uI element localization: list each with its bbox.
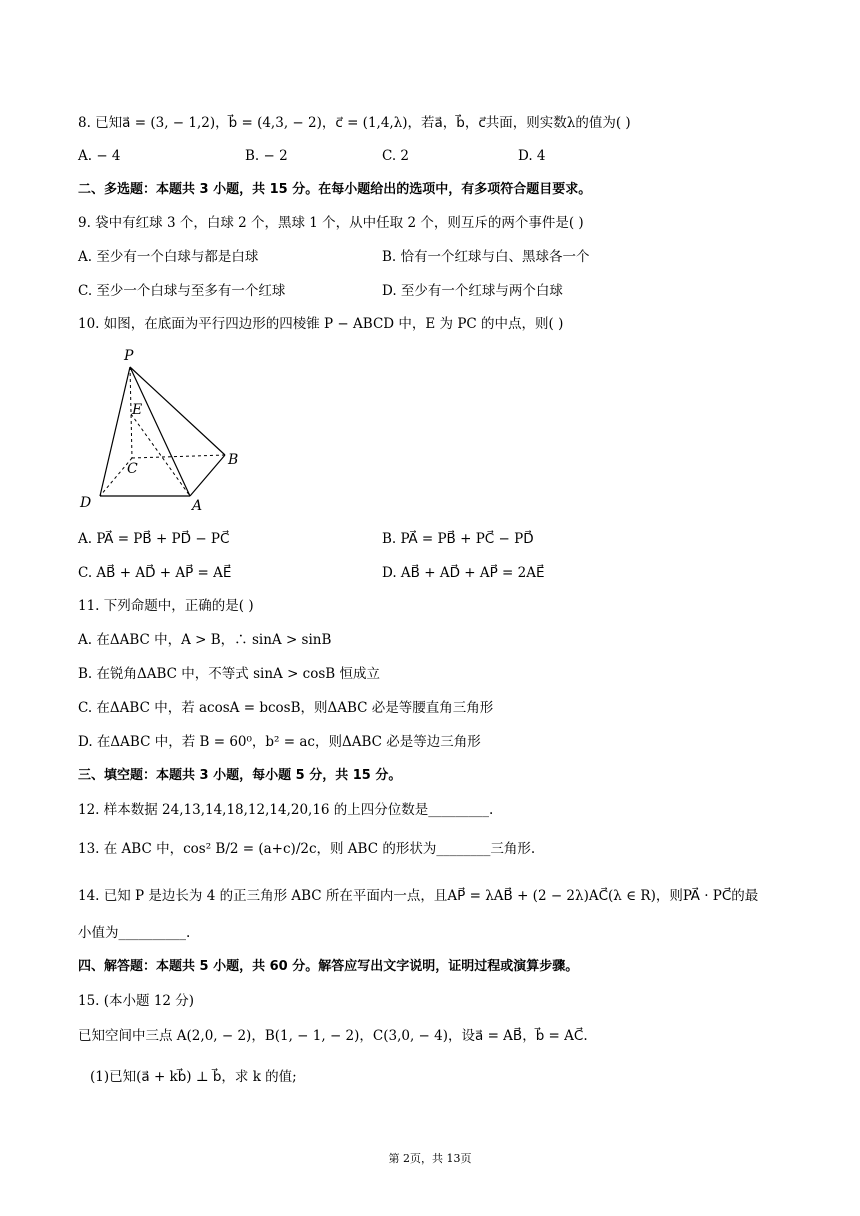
q9-option-b: B. 恰有一个红球与白、黑球各一个 (382, 249, 590, 265)
q14-stem-line2: 小值为__________. (78, 925, 191, 941)
section-heading-solutions: 四、解答题：本题共 5 小题，共 60 分。解答应写出文字说明，证明过程或演算步骤。 (78, 959, 579, 974)
q11-option-d: D. 在ΔABC 中，若 B = 60⁰，b² = ac，则ΔABC 必是等边三角形 (78, 734, 481, 750)
q11-stem: 11. 下列命题中，正确的是( ) (78, 598, 254, 614)
q15-part1: (1)已知(a⃗ + kb⃗) ⊥ b⃗，求 k 的值; (90, 1069, 297, 1085)
q9-option-a: A. 至少有一个白球与都是白球 (78, 249, 259, 265)
q10-stem: 10. 如图，在底面为平行四边形的四棱锥 P − ABCD 中，E 为 PC 的中点，则( ) (78, 316, 564, 332)
q15-header: 15. (本小题 12 分) (78, 993, 195, 1009)
pyramid-figure (72, 342, 252, 512)
section-heading-multiple-choice: 二、多选题：本题共 3 小题，共 15 分。在每小题给出的选项中，有多项符合题目要求。 (78, 182, 592, 197)
q9-option-c: C. 至少一个白球与至多有一个红球 (78, 283, 286, 299)
label-p: P (124, 348, 134, 364)
q9-stem: 9. 袋中有红球 3 个，白球 2 个，黑球 1 个，从中任取 2 个，则互斥的两个事件是( ) (78, 215, 584, 231)
label-b: B (228, 452, 239, 468)
page-footer: 第 2页，共 13页 (388, 1152, 472, 1165)
q8-option-c: C. 2 (382, 148, 410, 164)
q8-option-b: B. − 2 (245, 148, 288, 164)
label-c: C (127, 461, 138, 477)
q12-stem: 12. 样本数据 24,13,14,18,12,14,20,16 的上四分位数是_________. (78, 802, 494, 818)
q11-option-a: A. 在ΔABC 中，A > B，∴ sinA > sinB (78, 632, 332, 648)
q8-option-a: A. − 4 (78, 148, 121, 164)
q9-option-d: D. 至少有一个红球与两个白球 (382, 283, 563, 299)
q8-option-d: D. 4 (518, 148, 546, 164)
label-a: A (192, 498, 203, 512)
q10-option-c: C. AB⃗ + AD⃗ + AP⃗ = AE⃗ (78, 565, 232, 581)
q10-option-b: B. PA⃗ = PB⃗ + PC⃗ − PD⃗ (382, 531, 534, 547)
q14-stem-line1: 14. 已知 P 是边长为 4 的正三角形 ABC 所在平面内一点，且AP⃗ = λAB⃗ + (2 − 2λ)AC⃗(λ ∈ R)，则PA⃗ · PC⃗的最 (78, 888, 759, 904)
section-heading-fill-in: 三、填空题：本题共 3 小题，每小题 5 分，共 15 分。 (78, 768, 402, 783)
q10-option-d: D. AB⃗ + AD⃗ + AP⃗ = 2AE⃗ (382, 565, 545, 581)
q13-stem: 13. 在 ABC 中，cos² B/2 = (a+c)/2c，则 ABC 的形状为________三角形. (78, 841, 536, 857)
q11-option-b: B. 在锐角ΔABC 中，不等式 sinA > cosB 恒成立 (78, 666, 380, 682)
label-d: D (80, 495, 92, 511)
q11-option-c: C. 在ΔABC 中，若 acosA = bcosB，则ΔABC 必是等腰直角三角形 (78, 700, 494, 716)
q15-stem: 已知空间中三点 A(2,0, − 2)，B(1, − 1, − 2)，C(3,0, − 4)，设a⃗ = AB⃗，b⃗ = AC⃗. (78, 1028, 588, 1044)
label-e: E (132, 402, 143, 418)
q10-option-a: A. PA⃗ = PB⃗ + PD⃗ − PC⃗ (78, 531, 230, 547)
q8-stem: 8. 已知a⃗ = (3, − 1,2)，b⃗ = (4,3, − 2)，c⃗ = (1,4,λ)，若a⃗，b⃗，c⃗共面，则实数λ的值为( ) (78, 115, 631, 131)
